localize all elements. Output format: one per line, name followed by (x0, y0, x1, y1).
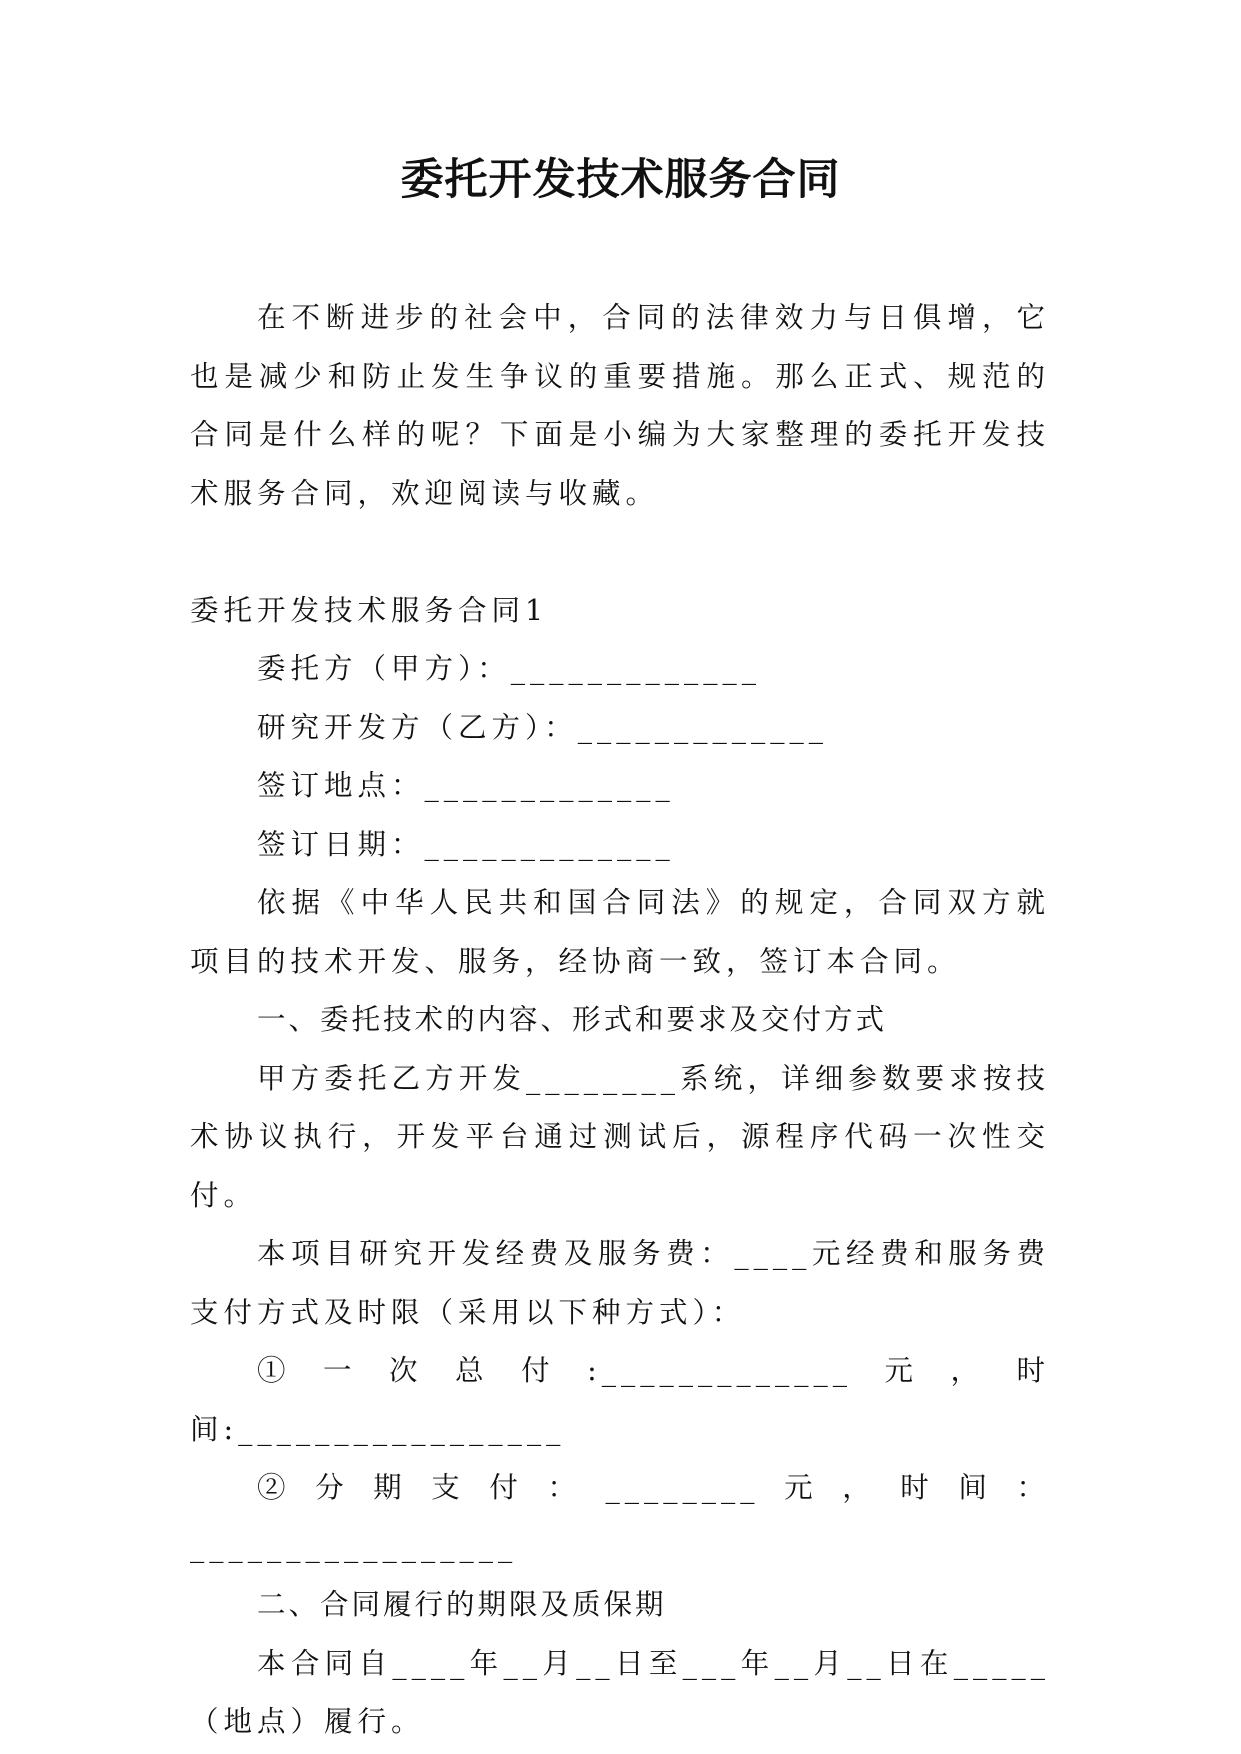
payment-once-line: ①一次总付:_____________元，时间:_________________ (190, 1354, 1050, 1446)
document-title: 委托开发技术服务合同 (400, 155, 841, 205)
party-b-line: 研究开发方（乙方）：_____________ (257, 710, 829, 744)
paragraph-spacer (190, 523, 1050, 582)
sign-date-line: 签订日期：_____________ (257, 827, 675, 861)
sign-place-line: 签订地点：_____________ (257, 769, 675, 802)
clause2-heading: 二、合同履行的期限及质保期 (257, 1588, 667, 1621)
clause2-paragraph: 本合同自____年__月__日至___年__月__日在_____（地点）履行。 (190, 1646, 1050, 1738)
clause1-heading: 一、委托技术的内容、形式和要求及交付方式 (257, 1003, 888, 1036)
section-title: 委托开发技术服务合同1 (190, 593, 549, 627)
fee-paragraph: 本项目研究开发经费及服务费：____元经费和服务费支付方式及时限（采用以下种方式）： (190, 1237, 1050, 1329)
document-body (190, 289, 1050, 1752)
intro-paragraph: 在不断进步的社会中，合同的法律效力与日俱增，它也是减少和防止发生争议的重要措施。那么正式、规范的合同是什么样的呢？下面是小编为大家整理的委托开发技术服务合同，欢迎阅读与收藏。 (190, 301, 1050, 510)
basis-paragraph: 依据《中华人民共和国合同法》的规定，合同双方就项目的技术开发、服务，经协商一致，签订本合同。 (190, 886, 1050, 978)
party-a-line: 委托方（甲方）：_____________ (257, 652, 762, 685)
payment-installment-line: ②分期支付：________元，时间：_________________ (190, 1471, 1050, 1563)
clause1-paragraph: 甲方委托乙方开发________系统，详细参数要求按技术协议执行，开发平台通过测试后，源程序代码一次性交付。 (190, 1061, 1050, 1212)
